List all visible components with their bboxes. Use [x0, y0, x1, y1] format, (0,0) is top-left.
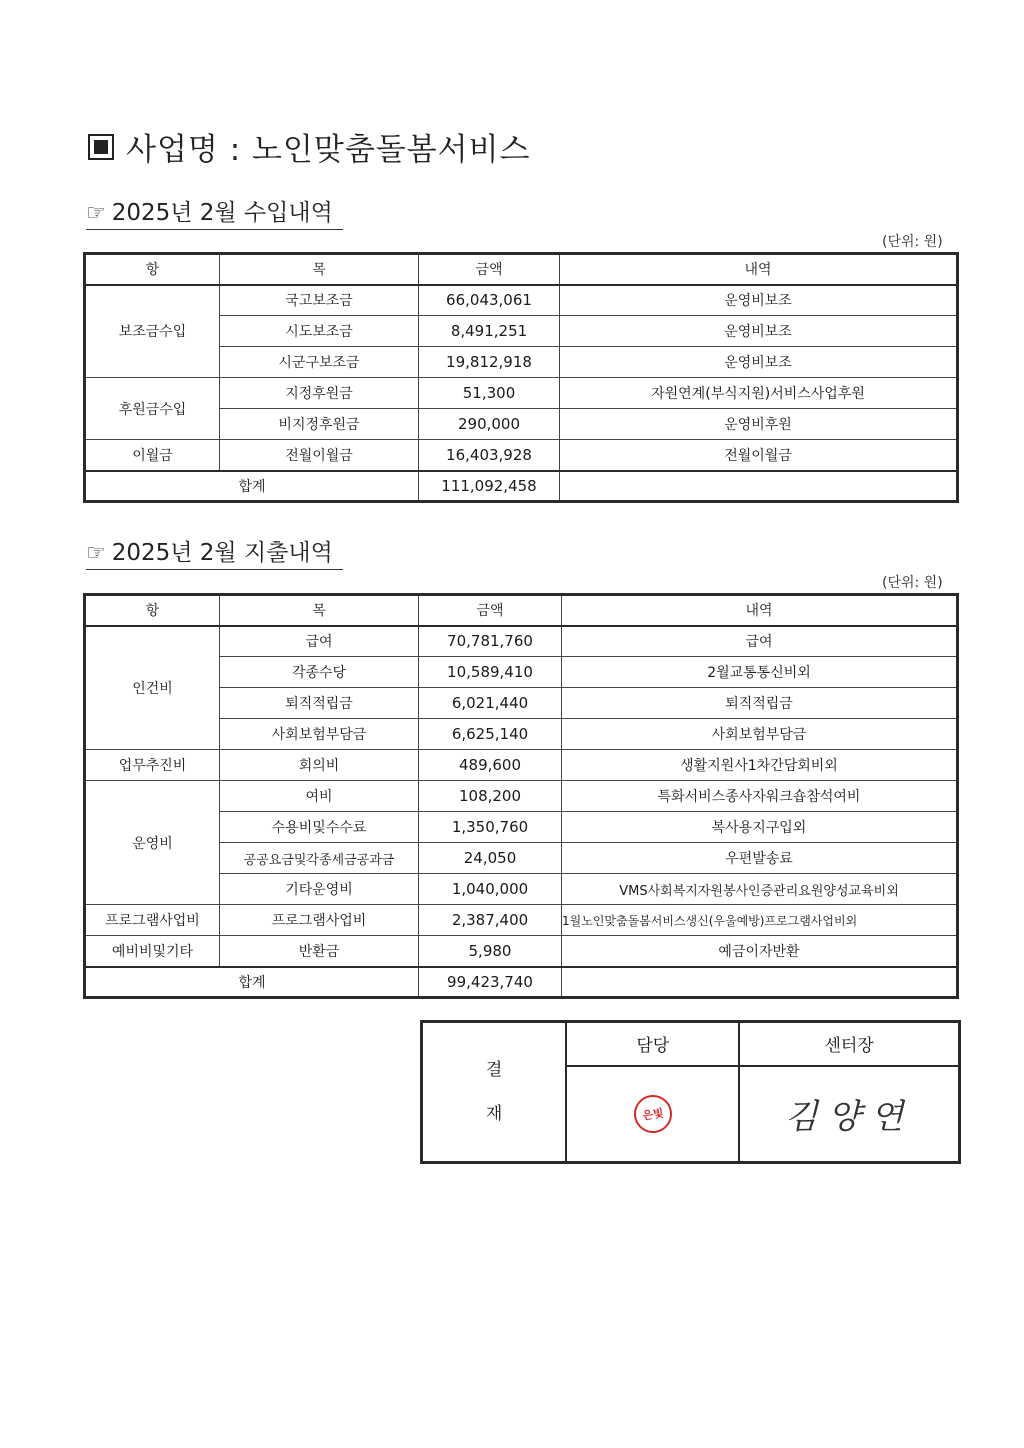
category-cell: 예비비및기타	[85, 936, 220, 967]
approval-header-row	[422, 1022, 960, 1066]
col-header-detail: 내역	[560, 254, 958, 285]
table-row	[85, 905, 958, 936]
approval-table	[420, 1020, 961, 1164]
table-row	[85, 440, 958, 471]
item-cell: 시도보조금	[220, 316, 419, 347]
category-cell: 인건비	[85, 626, 220, 750]
detail-cell: 1월노인맞춤돌봄서비스생신(우울예방)프로그램사업비외	[562, 905, 958, 936]
total-detail	[562, 967, 958, 998]
item-cell: 여비	[220, 781, 419, 812]
item-cell: 프로그램사업비	[220, 905, 419, 936]
amount-cell: 489,600	[419, 750, 562, 781]
category-cell: 업무추진비	[85, 750, 220, 781]
income-table	[83, 252, 959, 503]
table-row	[85, 626, 958, 657]
item-cell: 전월이월금	[220, 440, 419, 471]
col-header-amount: 금액	[419, 595, 562, 626]
pointing-hand-icon: ☞	[86, 541, 106, 566]
detail-cell: 복사용지구입외	[562, 812, 958, 843]
detail-cell: 운영비보조	[560, 285, 958, 316]
col-header-category: 항	[85, 254, 220, 285]
staff-seal-cell	[566, 1066, 739, 1163]
table-row	[85, 750, 958, 781]
detail-cell: 우편발송료	[562, 843, 958, 874]
detail-cell: VMS사회복지자원봉사인증관리요원양성교육비외	[562, 874, 958, 905]
detail-cell: 예금이자반환	[562, 936, 958, 967]
total-amount: 99,423,740	[419, 967, 562, 998]
amount-cell: 19,812,918	[419, 347, 560, 378]
amount-cell: 290,000	[419, 409, 560, 440]
income-heading	[86, 194, 343, 230]
amount-cell: 10,589,410	[419, 657, 562, 688]
col-header-detail: 내역	[562, 595, 958, 626]
total-amount: 111,092,458	[419, 471, 560, 502]
col-header-item: 목	[220, 595, 419, 626]
director-signature-cell	[739, 1066, 959, 1163]
red-seal-stamp: 은빛	[631, 1092, 674, 1135]
total-row	[85, 967, 958, 998]
total-label: 합계	[85, 471, 419, 502]
expense-unit: (단위: 원)	[882, 575, 943, 591]
total-detail	[560, 471, 958, 502]
amount-cell: 5,980	[419, 936, 562, 967]
detail-cell: 전월이월금	[560, 440, 958, 471]
total-label: 합계	[85, 967, 419, 998]
handwritten-signature: 김양연	[784, 1097, 914, 1138]
item-cell: 각종수당	[220, 657, 419, 688]
amount-cell: 2,387,400	[419, 905, 562, 936]
table-row	[85, 285, 958, 316]
category-cell: 프로그램사업비	[85, 905, 220, 936]
amount-cell: 108,200	[419, 781, 562, 812]
detail-cell: 퇴직적립금	[562, 688, 958, 719]
pointing-hand-icon: ☞	[86, 201, 106, 226]
page-title	[88, 124, 531, 169]
item-cell: 시군구보조금	[220, 347, 419, 378]
detail-cell: 생활지원사1차간담회비외	[562, 750, 958, 781]
category-cell: 후원금수입	[85, 378, 220, 440]
income-heading-text: 2025년 2월 수입내역	[111, 200, 333, 226]
approval-label-line2: 재	[485, 1104, 503, 1124]
amount-cell: 24,050	[419, 843, 562, 874]
item-cell: 급여	[220, 626, 419, 657]
approval-label-line1: 결	[485, 1060, 503, 1080]
expense-table	[83, 593, 959, 999]
table-row	[85, 781, 958, 812]
approval-col-director: 센터장	[739, 1022, 959, 1066]
detail-cell: 2월교통통신비외	[562, 657, 958, 688]
detail-cell: 특화서비스종사자워크숍참석여비	[562, 781, 958, 812]
filled-square-icon	[88, 134, 114, 160]
item-cell: 기타운영비	[220, 874, 419, 905]
detail-cell: 운영비후원	[560, 409, 958, 440]
expense-heading	[86, 534, 343, 570]
item-cell: 회의비	[220, 750, 419, 781]
detail-cell: 자원연계(부식지원)서비스사업후원	[560, 378, 958, 409]
col-header-category: 항	[85, 595, 220, 626]
item-cell: 퇴직적립금	[220, 688, 419, 719]
table-row	[85, 936, 958, 967]
category-cell: 운영비	[85, 781, 220, 905]
amount-cell: 70,781,760	[419, 626, 562, 657]
amount-cell: 1,350,760	[419, 812, 562, 843]
item-cell: 비지정후원금	[220, 409, 419, 440]
item-cell: 공공요금및각종세금공과금	[220, 843, 419, 874]
item-cell: 사회보험부담금	[220, 719, 419, 750]
col-header-item: 목	[220, 254, 419, 285]
item-cell: 반환금	[220, 936, 419, 967]
detail-cell: 운영비보조	[560, 347, 958, 378]
amount-cell: 66,043,061	[419, 285, 560, 316]
table-header-row	[85, 254, 958, 285]
detail-cell: 급여	[562, 626, 958, 657]
amount-cell: 8,491,251	[419, 316, 560, 347]
amount-cell: 1,040,000	[419, 874, 562, 905]
approval-col-staff: 담당	[566, 1022, 739, 1066]
detail-cell: 운영비보조	[560, 316, 958, 347]
category-cell: 이월금	[85, 440, 220, 471]
page-title-text: 사업명 : 노인맞춤돌봄서비스	[126, 132, 531, 168]
category-cell: 보조금수입	[85, 285, 220, 378]
income-unit: (단위: 원)	[882, 234, 943, 250]
amount-cell: 6,625,140	[419, 719, 562, 750]
table-header-row	[85, 595, 958, 626]
amount-cell: 6,021,440	[419, 688, 562, 719]
detail-cell: 사회보험부담금	[562, 719, 958, 750]
item-cell: 지정후원금	[220, 378, 419, 409]
amount-cell: 16,403,928	[419, 440, 560, 471]
item-cell: 국고보조금	[220, 285, 419, 316]
item-cell: 수용비및수수료	[220, 812, 419, 843]
amount-cell: 51,300	[419, 378, 560, 409]
col-header-amount: 금액	[419, 254, 560, 285]
approval-label	[422, 1022, 567, 1163]
total-row	[85, 471, 958, 502]
expense-heading-text: 2025년 2월 지출내역	[111, 540, 333, 566]
table-row	[85, 378, 958, 409]
